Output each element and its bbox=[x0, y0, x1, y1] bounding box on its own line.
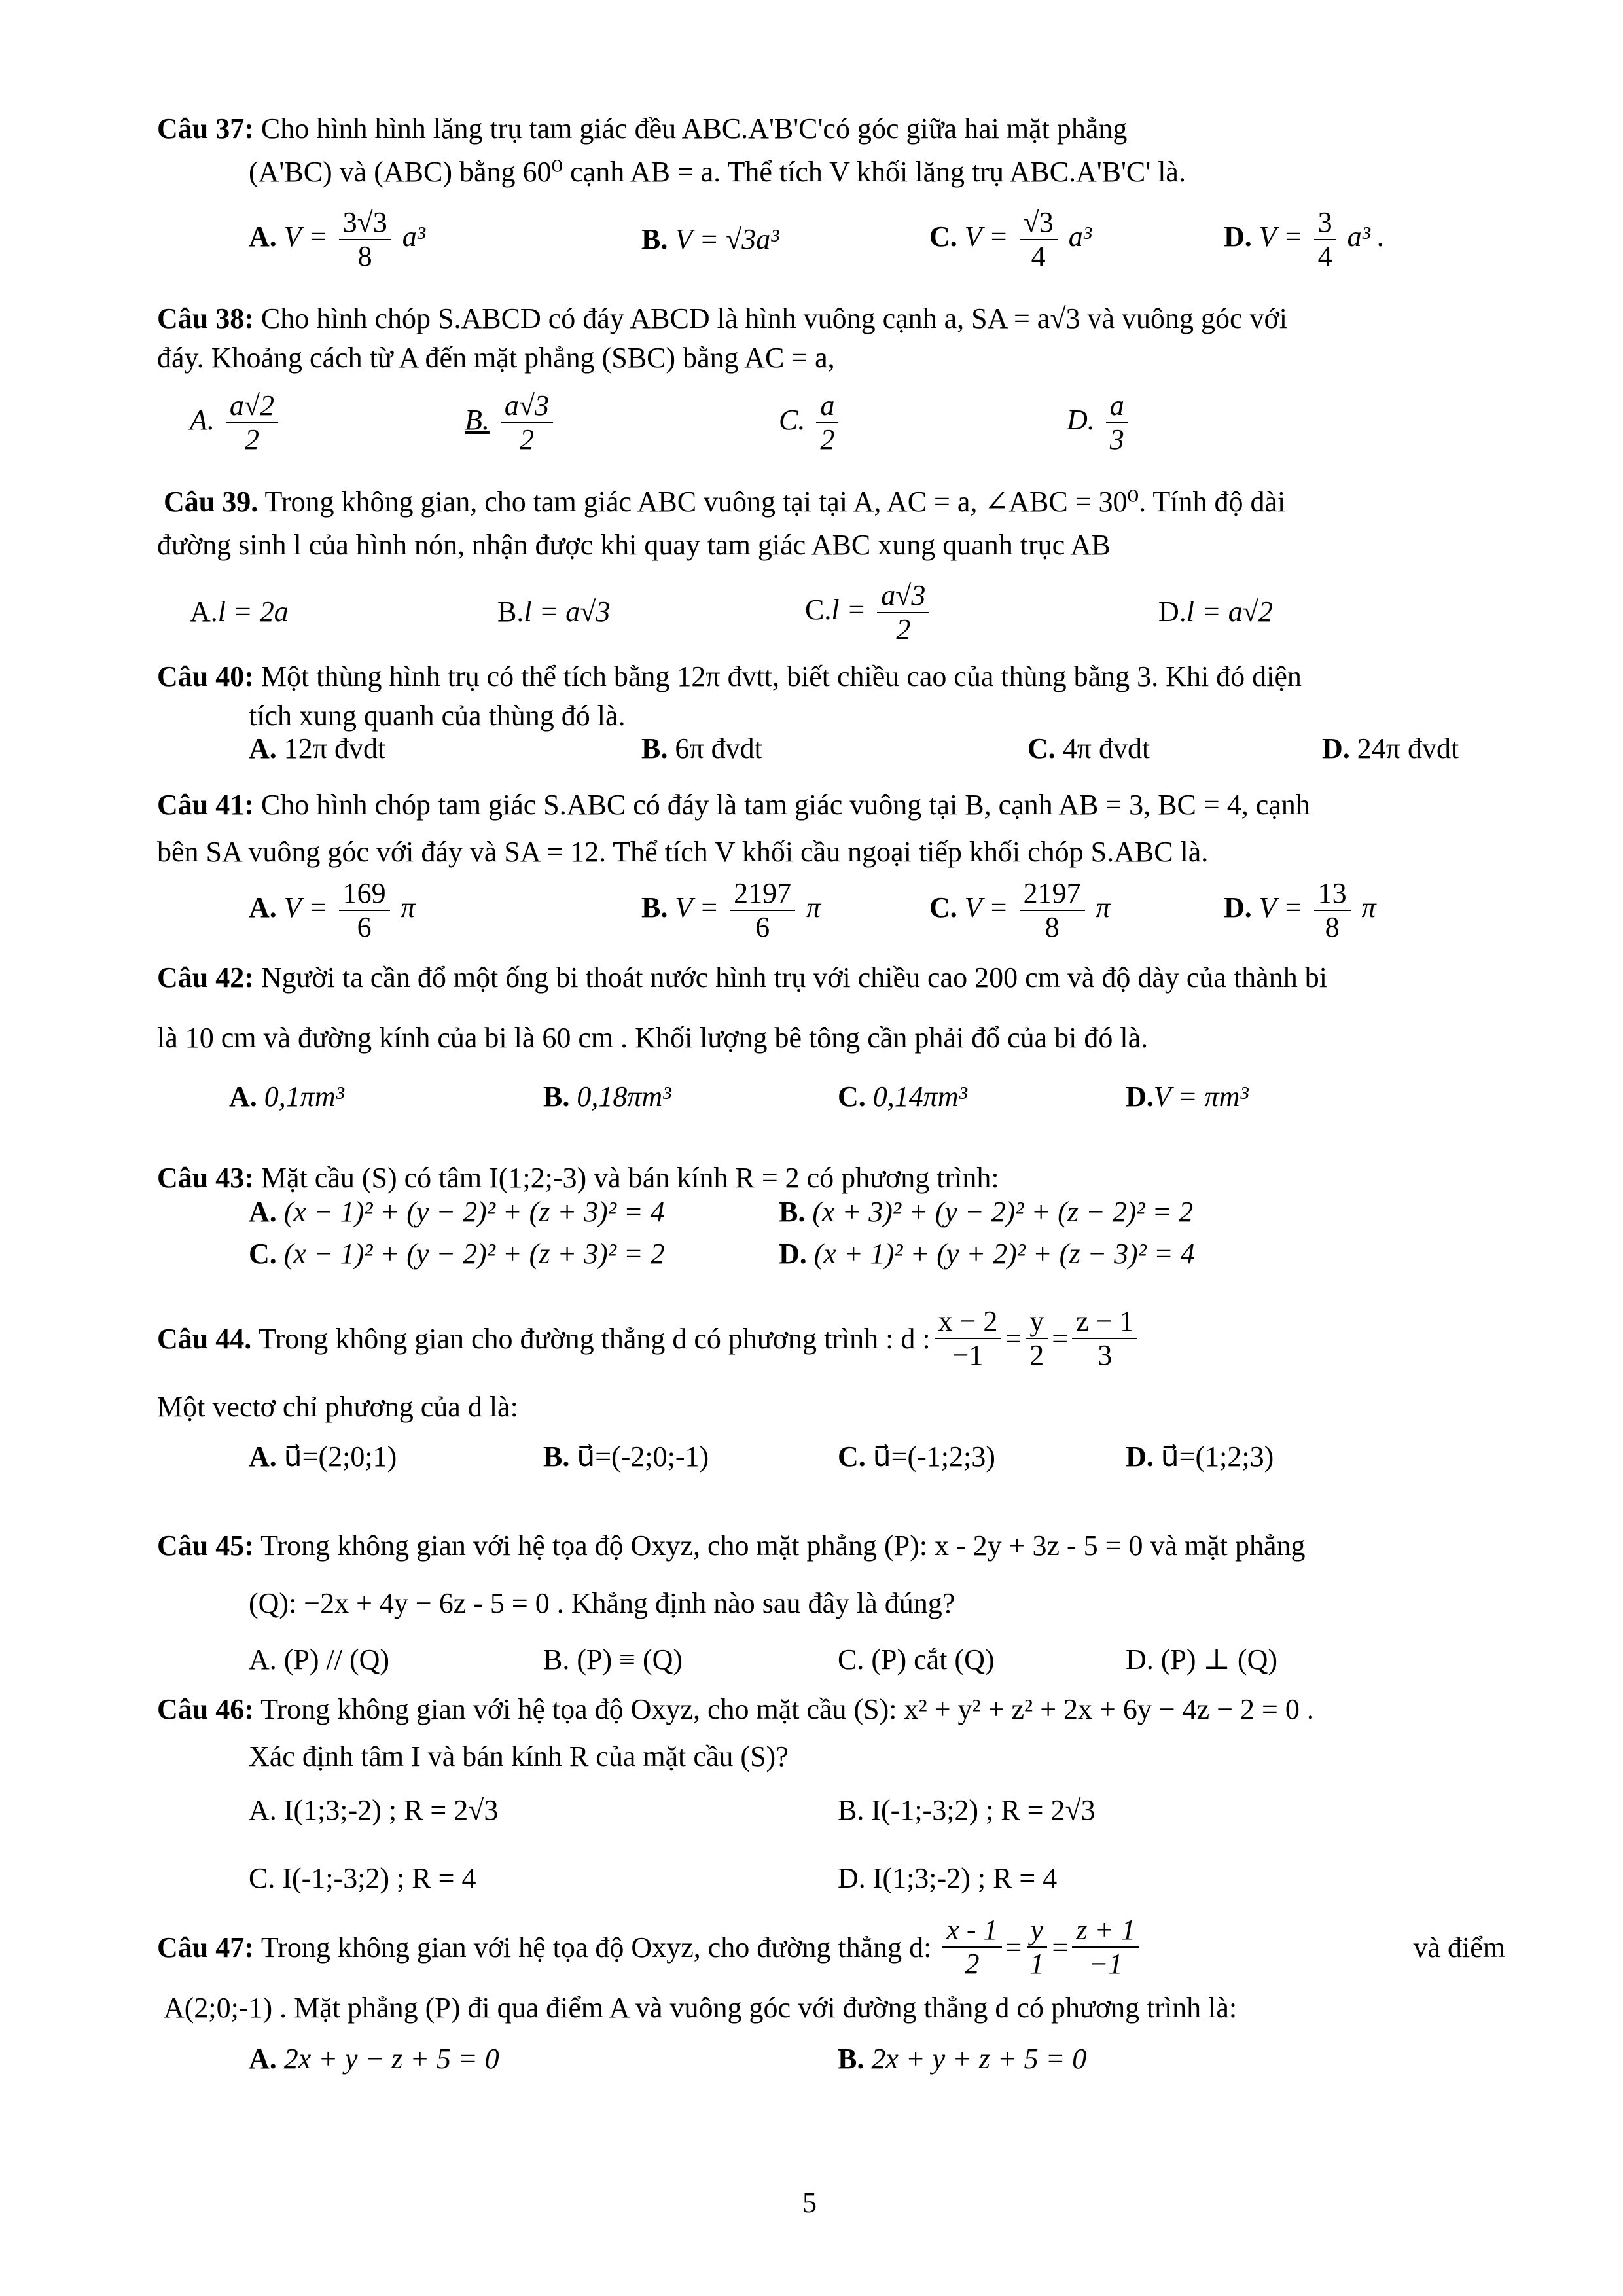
question-46-line2: Xác định tâm I và bán kính R của mặt cầu (S)? bbox=[249, 1740, 789, 1772]
option-d[interactable]: D.l = a√2 bbox=[1158, 596, 1273, 628]
answer-options bbox=[157, 732, 1505, 791]
option-a[interactable]: A. u⃗=(2;0;1) bbox=[249, 1441, 397, 1473]
option-c[interactable]: C. (P) cắt (Q) bbox=[838, 1643, 995, 1676]
option-a[interactable]: A. V = $\frac{3√3}{8}$ a³ bbox=[249, 206, 425, 272]
answer-options bbox=[157, 1195, 1505, 1280]
option-a[interactable]: A. I(1;3;-2) ; R = 2√3 bbox=[249, 1794, 499, 1826]
answer-options bbox=[157, 206, 1505, 272]
question-41-line2: bên SA vuông góc với đáy và SA = 12. Thể tích V khối cầu ngoại tiếp khối chóp S.ABC là. bbox=[157, 836, 1209, 868]
fraction: $\frac{a}{2}$ bbox=[816, 389, 838, 456]
question-45-line2: (Q): −2x + 4y − 6z - 5 = 0 . Khẳng định nào sau đây là đúng? bbox=[249, 1587, 955, 1619]
fraction: $\frac{2197}{8}$ bbox=[1020, 877, 1085, 944]
question-46-line1: Câu 46: Trong không gian với hệ tọa độ Oxyz, cho mặt cầu (S): x² + y² + z² + 2x + 6y − 4z − 2 = 0 . bbox=[157, 1693, 1314, 1725]
fraction: $\frac{x - 2}{-1}$ bbox=[935, 1305, 1002, 1372]
question-38-line1: Câu 38: Cho hình chóp S.ABCD có đáy ABCD là hình vuông cạnh a, SA = a√3 và vuông góc với bbox=[157, 302, 1288, 334]
option-d[interactable]: D. V = $\frac{13}{8}$ π bbox=[1224, 877, 1376, 943]
option-c[interactable]: C. 4π đvdt bbox=[1027, 732, 1150, 764]
option-d[interactable]: D. $\frac{a}{3}$ bbox=[1067, 389, 1132, 456]
option-d[interactable]: D. (x + 1)² + (y + 2)² + (z − 3)² = 4 bbox=[779, 1238, 1195, 1270]
question-47-line2: A(2;0;-1) . Mặt phẳng (P) đi qua điểm A và vuông góc với đường thẳng d có phương trình là: bbox=[164, 1992, 1238, 2024]
fraction: $\frac{13}{8}$ bbox=[1314, 877, 1351, 944]
option-b[interactable]: B. I(-1;-3;2) ; R = 2√3 bbox=[838, 1794, 1096, 1826]
question-label: Câu 37: bbox=[157, 113, 254, 145]
question-45-line1: Câu 45: Trong không gian với hệ tọa độ Oxyz, cho mặt phẳng (P): x - 2y + 3z - 5 = 0 và mặt phẳng bbox=[157, 1530, 1306, 1562]
fraction: $\frac{√3}{4}$ bbox=[1020, 206, 1058, 273]
option-b[interactable]: B. 2x + y + z + 5 = 0 bbox=[838, 2043, 1087, 2075]
option-b[interactable]: B. V = √3a³ bbox=[641, 223, 779, 255]
option-b[interactable]: B. 0,18πm³ bbox=[543, 1081, 671, 1113]
question-39-line1: Câu 39. Trong không gian, cho tam giác ABC vuông tại tại A, AC = a, ∠ABC = 30⁰. Tính độ dài bbox=[164, 486, 1286, 518]
option-c[interactable]: C. 0,14πm³ bbox=[838, 1081, 967, 1113]
option-b[interactable]: B. u⃗=(-2;0;-1) bbox=[543, 1441, 709, 1473]
page-number: 5 bbox=[802, 2187, 817, 2219]
option-d[interactable]: D. 24π đvdt bbox=[1322, 732, 1459, 764]
answer-options bbox=[157, 1080, 1505, 1139]
question-40-line2: tích xung quanh của thùng đó là. bbox=[249, 700, 626, 732]
answer-options bbox=[157, 1793, 1505, 1911]
option-b[interactable]: B. (x + 3)² + (y − 2)² + (z − 2)² = 2 bbox=[779, 1196, 1194, 1228]
question-42-line2: là 10 cm và đường kính của bi là 60 cm . Khối lượng bê tông cần phải đổ của bi đó là. bbox=[157, 1022, 1149, 1054]
question-40-line1: Câu 40: Một thùng hình trụ có thể tích bằng 12π đvtt, biết chiều cao của thùng bằng 3. Khi đó diện bbox=[157, 660, 1302, 692]
question-43-line1: Câu 43: Mặt cầu (S) có tâm I(1;2;-3) và bán kính R = 2 có phương trình: bbox=[157, 1162, 999, 1194]
question-41-line1: Câu 41: Cho hình chóp tam giác S.ABC có đáy là tam giác vuông tại B, cạnh AB = 3, BC = 4, cạnh bbox=[157, 789, 1310, 821]
fraction: $\frac{a}{3}$ bbox=[1106, 389, 1128, 456]
option-a[interactable]: A.l = 2a bbox=[190, 596, 289, 628]
fraction: $\frac{x - 1}{2}$ bbox=[942, 1914, 1001, 1981]
question-39-line2: đường sinh l của hình nón, nhận được khi quay tam giác ABC xung quanh trục AB bbox=[157, 529, 1111, 561]
fraction: $\frac{169}{6}$ bbox=[339, 877, 390, 944]
option-c[interactable]: C. I(-1;-3;2) ; R = 4 bbox=[249, 1862, 476, 1894]
fraction: $\frac{y}{2}$ bbox=[1026, 1305, 1048, 1372]
option-d[interactable]: D. (P) ⊥ (Q) bbox=[1126, 1643, 1278, 1676]
fraction: $\frac{2197}{6}$ bbox=[730, 877, 795, 944]
option-d[interactable]: D. I(1;3;-2) ; R = 4 bbox=[838, 1862, 1058, 1894]
answer-options bbox=[157, 1440, 1505, 1499]
fraction: $\frac{z - 1}{3}$ bbox=[1072, 1305, 1137, 1372]
option-a[interactable]: A. 0,1πm³ bbox=[229, 1081, 344, 1113]
option-a[interactable]: A. (x − 1)² + (y − 2)² + (z + 3)² = 4 bbox=[249, 1196, 665, 1228]
option-a[interactable]: A. V = $\frac{169}{6}$ π bbox=[249, 877, 416, 943]
question-44-line1: Câu 44. Trong không gian cho đường thẳng d có phương trình : d : $\frac{x - 2}{-1}$ = $\frac{y}{2}$ = $\frac{z - 1}{3}$ bbox=[157, 1302, 1141, 1374]
option-b[interactable]: B. V = $\frac{2197}{6}$ π bbox=[641, 877, 821, 943]
fraction: $\frac{3}{4}$ bbox=[1314, 206, 1336, 273]
fraction: $\frac{z + 1}{-1}$ bbox=[1072, 1914, 1139, 1981]
question-text: Cho hình hình lăng trụ tam giác đều ABC.A'B'C'có góc giữa hai mặt phẳng bbox=[260, 113, 1128, 145]
option-a[interactable]: A. (P) // (Q) bbox=[249, 1643, 390, 1676]
question-44-line2: Một vectơ chỉ phương của d là: bbox=[157, 1391, 518, 1423]
question-47-line1: Câu 47: Trong không gian với hệ tọa độ Oxyz, cho đường thẳng d: $\frac{x - 1}{2}$ = $\frac{y}{1}$ = $\frac{z + 1}{-1}$ và điểm bbox=[157, 1914, 1505, 1980]
option-d[interactable]: D. u⃗=(1;2;3) bbox=[1126, 1441, 1274, 1473]
option-c[interactable]: C. V = $\frac{2197}{8}$ π bbox=[929, 877, 1111, 943]
option-c[interactable]: C. $\frac{a}{2}$ bbox=[779, 389, 842, 456]
answer-options bbox=[157, 877, 1505, 943]
question-37-line1 bbox=[157, 108, 1127, 150]
option-c[interactable]: C. V = $\frac{√3}{4}$ a³ bbox=[929, 206, 1092, 272]
option-b[interactable]: B.l = a√3 bbox=[497, 596, 611, 628]
option-d[interactable]: D.V = πm³ bbox=[1126, 1081, 1249, 1113]
option-b[interactable]: B. $\frac{a√3}{2}$ bbox=[465, 389, 557, 456]
option-a[interactable]: A. 12π đvdt bbox=[249, 732, 386, 764]
answer-options bbox=[157, 579, 1505, 645]
option-a[interactable]: A. 2x + y − z + 5 = 0 bbox=[249, 2043, 499, 2075]
option-a[interactable]: A. $\frac{a√2}{2}$ bbox=[190, 389, 282, 456]
question-37-line2: (A'BC) và (ABC) bằng 60⁰ cạnh AB = a. Thể tích V khối lăng trụ ABC.A'B'C' là. bbox=[249, 156, 1186, 188]
option-c[interactable]: C.l = $\frac{a√3}{2}$ bbox=[805, 579, 933, 646]
question-38-line2: đáy. Khoảng cách từ A đến mặt phẳng (SBC) bằng AC = a, bbox=[157, 342, 835, 374]
question-42-line1: Câu 42: Người ta cần đổ một ống bi thoát nước hình trụ với chiều cao 200 cm và độ dày của thành bi bbox=[157, 961, 1327, 994]
fraction: $\frac{a√3}{2}$ bbox=[501, 389, 553, 456]
option-c[interactable]: C. (x − 1)² + (y − 2)² + (z + 3)² = 2 bbox=[249, 1238, 665, 1270]
option-b[interactable]: B. (P) ≡ (Q) bbox=[543, 1643, 683, 1676]
option-b[interactable]: B. 6π đvdt bbox=[641, 732, 762, 764]
answer-options bbox=[157, 389, 1505, 456]
fraction: $\frac{a√3}{2}$ bbox=[877, 579, 929, 646]
option-c[interactable]: C. u⃗=(-1;2;3) bbox=[838, 1441, 995, 1473]
fraction: $\frac{a√2}{2}$ bbox=[226, 389, 278, 456]
fraction: $\frac{y}{1}$ bbox=[1026, 1914, 1048, 1981]
answer-options bbox=[157, 2042, 1505, 2101]
option-d[interactable]: D. V = $\frac{3}{4}$ a³ . bbox=[1224, 206, 1385, 272]
fraction: $\frac{3√3}{8}$ bbox=[339, 206, 391, 273]
